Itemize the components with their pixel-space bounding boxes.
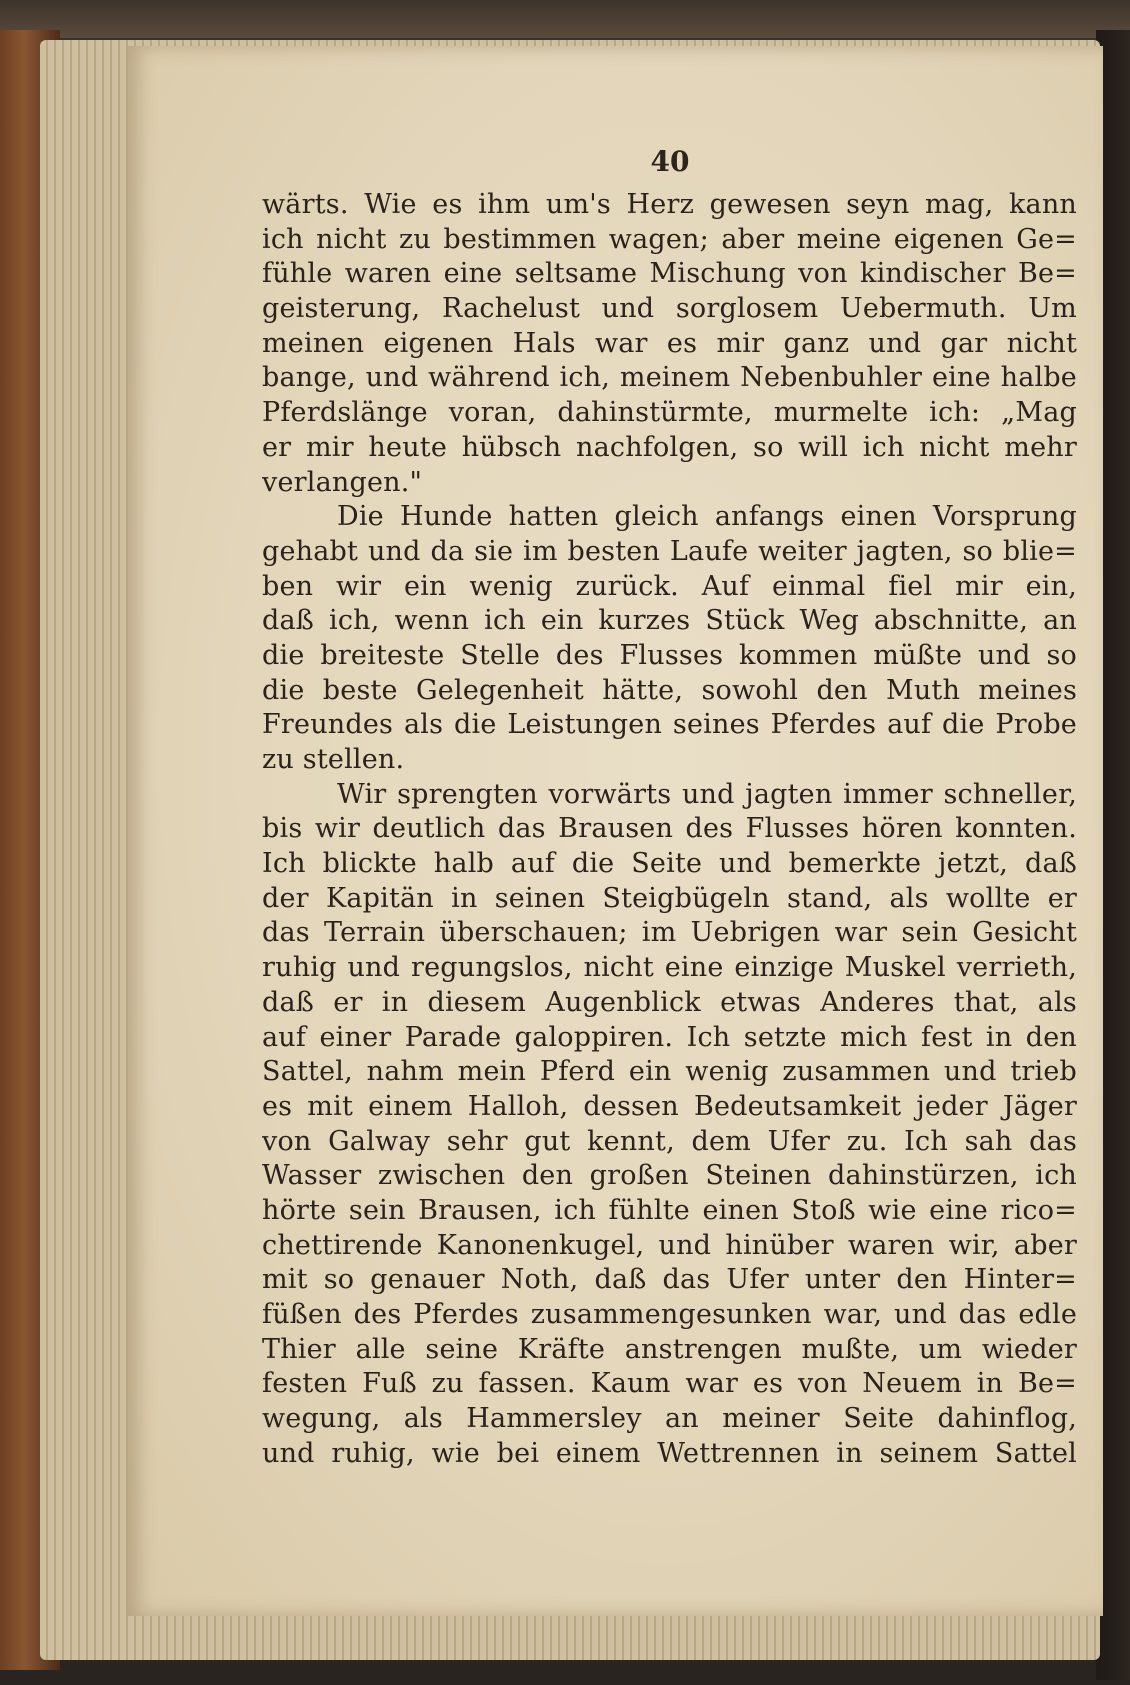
text-line: Sattel, nahm mein Pferd ein wenig zusammen und trieb (262, 1056, 1077, 1088)
page-number: 40 (650, 145, 690, 178)
text-line: die beste Gelegenheit hätte, sowohl den Muth meines (262, 674, 1077, 706)
text-line: Wasser zwischen den großen Steinen dahinstürzen, ich (262, 1160, 1077, 1192)
text-line: wärts. Wie es ihm um's Herz gewesen seyn mag, kann (262, 189, 1077, 220)
text-line: fühle waren eine seltsame Mischung von kindischer Be= (262, 258, 1077, 290)
text-line: ruhig und regungslos, nicht eine einzige Muskel verrieth, (262, 952, 1077, 984)
text-line: gehabt und da sie im besten Laufe weiter jagten, so blie= (262, 535, 1077, 567)
body-text (262, 188, 1077, 1471)
text-line: meinen eigenen Hals war es mir ganz und gar nicht (262, 327, 1077, 359)
text-line: hörte sein Brausen, ich fühlte einen Stoß wie eine rico= (262, 1194, 1077, 1226)
text-line: daß er in diesem Augenblick etwas Anderes that, als (262, 986, 1077, 1018)
text-line: bis wir deutlich das Brausen des Flusses hören konnten. (262, 813, 1077, 845)
text-line: der Kapitän in seinen Steigbügeln stand, als wollte er (262, 882, 1077, 914)
text-line: Ich blickte halb auf die Seite und bemerkte jetzt, daß (262, 848, 1077, 880)
text-line: daß ich, wenn ich ein kurzes Stück Weg abschnitte, an (262, 605, 1077, 637)
text-line: ben wir ein wenig zurück. Auf einmal fiel mir ein, (262, 570, 1077, 602)
text-line: geisterung, Rachelust und sorglosem Uebermuth. Um (262, 293, 1077, 325)
text-line: verlangen." (262, 466, 423, 498)
text-line: von Galway sehr gut kennt, dem Ufer zu. Ich sah das (262, 1125, 1077, 1157)
text-line: Pferdslänge voran, dahinstürmte, murmelte ich: „Mag (262, 397, 1077, 429)
text-line: bange, und während ich, meinem Nebenbuhler eine halbe (262, 362, 1077, 394)
text-line: Die Hunde hatten gleich anfangs einen Vorsprung (337, 501, 1077, 533)
text-line: wegung, als Hammersley an meiner Seite dahinflog, (262, 1403, 1077, 1435)
text-line: chettirende Kanonenkugel, und hinüber waren wir, aber (262, 1229, 1077, 1261)
book-cover-top (0, 0, 1130, 38)
text-line: die breiteste Stelle des Flusses kommen müßte und so (262, 639, 1077, 671)
text-line: festen Fuß zu fassen. Kaum war es von Neuem in Be= (262, 1368, 1077, 1400)
text-line: füßen des Pferdes zusammengesunken war, und das edle (262, 1299, 1077, 1330)
text-line: ich nicht zu bestimmen wagen; aber meine eigenen Ge= (262, 223, 1077, 255)
text-line: Thier alle seine Kräfte anstrengen mußte, um wieder (262, 1333, 1077, 1365)
text-line: Freundes als die Leistungen seines Pferdes auf die Probe (262, 709, 1077, 741)
text-line: Wir sprengten vorwärts und jagten immer schneller, (337, 778, 1077, 810)
text-line: und ruhig, wie bei einem Wettrennen in seinem Sattel (262, 1437, 1077, 1469)
text-line: er mir heute hübsch nachfolgen, so will ich nicht mehr (262, 431, 1077, 463)
text-line: auf einer Parade galoppiren. Ich setzte mich fest in den (262, 1021, 1077, 1053)
text-line: mit so genauer Noth, daß das Ufer unter den Hinter= (262, 1264, 1077, 1296)
text-line: zu stellen. (262, 744, 405, 775)
text-line: es mit einem Halloh, dessen Bedeutsamkeit jeder Jäger (262, 1090, 1077, 1122)
text-line: das Terrain überschauen; im Uebrigen war sein Gesicht (262, 917, 1077, 949)
